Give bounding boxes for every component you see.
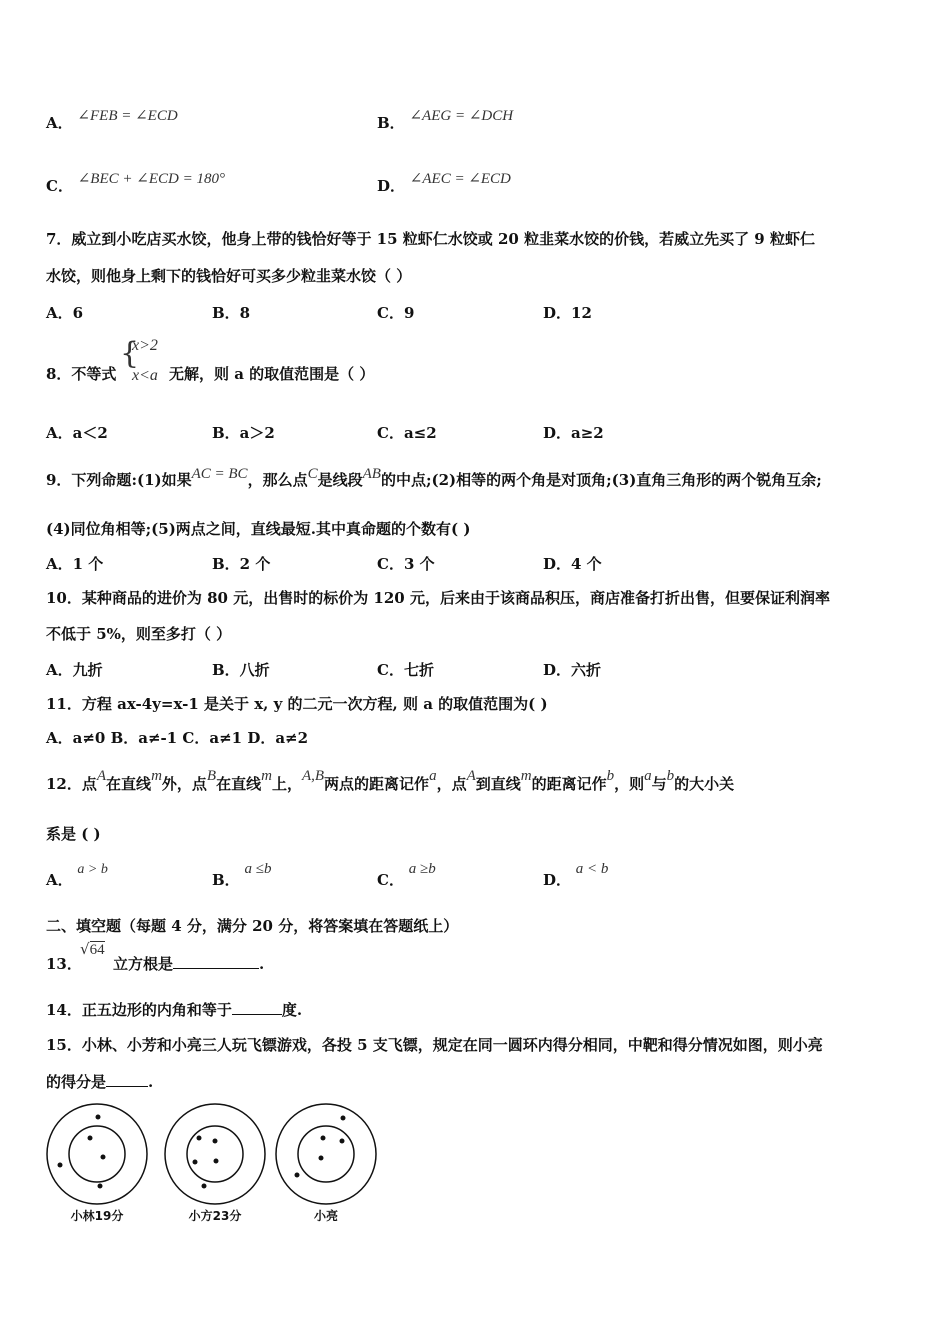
q14-end: 度. <box>281 1001 303 1019</box>
inner-ring <box>69 1126 125 1182</box>
dart-hit <box>321 1136 326 1141</box>
q12-text: 的大小关 <box>674 775 735 793</box>
dartboard-figure <box>40 1098 385 1226</box>
q12-math: a <box>644 768 652 784</box>
q8-option-a: A．a＜2 <box>46 424 108 442</box>
q11-stem: 11．方程 ax-4y=x-1 是关于 x, y 的二元一次方程, 则 a 的取值范围为( ) <box>46 695 548 713</box>
q6-option-a <box>46 108 178 133</box>
radical-sign-icon: √ <box>80 940 90 958</box>
q13-label: 13． <box>46 955 82 973</box>
inner-ring <box>187 1126 243 1182</box>
dartboard-xiaofang <box>165 1104 265 1223</box>
dart-hit <box>96 1115 101 1120</box>
dart-hit <box>88 1136 93 1141</box>
q8-suffix: 无解，则 a 的取值范围是（ ） <box>169 365 375 383</box>
q12-text: 到直线 <box>475 775 521 793</box>
dartboard-xiaoliang <box>276 1104 376 1223</box>
outer-ring <box>165 1104 265 1204</box>
q8-inequality-bottom: x<a <box>132 367 158 384</box>
q9-math: AB <box>362 466 381 482</box>
q9-stem-line1 <box>46 466 822 490</box>
q12-math: m <box>520 768 532 784</box>
q9-math: C <box>307 466 318 482</box>
q12-text: ，则 <box>614 775 645 793</box>
square-root-expression <box>80 940 105 959</box>
q10-option-b: B．八折 <box>212 661 270 679</box>
option-expression: ∠BEC + ∠ECD = 180° <box>77 171 225 187</box>
dart-hit <box>98 1184 103 1189</box>
q12-option-a <box>46 862 108 890</box>
dartboard-xiaolin <box>47 1104 147 1223</box>
q7-option-b: B．8 <box>212 304 251 322</box>
dart-hit <box>193 1160 198 1165</box>
q11-options: A．a≠0 B．a≠-1 C．a≠1 D．a≠2 <box>46 729 309 747</box>
inner-ring <box>298 1126 354 1182</box>
target-label: 小亮 <box>313 1209 339 1223</box>
q9-text: 是线段 <box>317 471 363 489</box>
option-expression: ∠AEG = ∠DCH <box>409 108 514 124</box>
q13-end: . <box>259 955 265 973</box>
q9-option-d: D．4 个 <box>543 555 602 573</box>
option-label: C． <box>377 871 404 889</box>
q6-option-b <box>377 108 514 133</box>
q12-option-d <box>543 861 609 890</box>
dart-hit <box>340 1139 345 1144</box>
q8-prefix: 8．不等式 <box>46 365 117 383</box>
option-label: D． <box>377 177 406 195</box>
q13-stem <box>113 953 264 974</box>
option-expression: ∠AEC = ∠ECD <box>409 171 511 187</box>
q12-stem-line1 <box>46 768 735 794</box>
q7-stem-line2: 水饺，则他身上剩下的钱恰好可买多少粒韭菜水饺（ ） <box>46 267 412 285</box>
target-label: 小林19分 <box>70 1209 124 1223</box>
q6-option-c <box>46 171 225 196</box>
q12-math: b <box>666 768 675 784</box>
q6-option-d <box>377 171 511 196</box>
q7-option-c: C．9 <box>377 304 415 322</box>
q12-math: b <box>606 768 615 784</box>
dart-hit <box>295 1173 300 1178</box>
dart-hit <box>341 1116 346 1121</box>
q12-math: a <box>429 768 437 784</box>
q12-text: 12．点 <box>46 775 97 793</box>
option-expression: a < b <box>575 861 609 877</box>
system-brace: { <box>120 336 140 371</box>
q10-stem-line2: 不低于 5%，则至多打（ ） <box>46 625 232 643</box>
q12-text: 上， <box>271 775 302 793</box>
q13-text: 立方根是 <box>113 955 174 973</box>
dart-hit <box>58 1163 63 1168</box>
q12-math: A,B <box>301 768 325 784</box>
q12-math: A <box>466 768 476 784</box>
q12-math: B <box>206 768 217 784</box>
q15-end: . <box>148 1073 154 1091</box>
q9-option-b: B．2 个 <box>212 555 271 573</box>
q15-stem-line1: 15．小林、小芳和小亮三人玩飞镖游戏，各投 5 支飞镖，规定在同一圆环内得分相同，中靶和得分情况如图，则小亮 <box>46 1036 823 1054</box>
option-expression: a ≤b <box>244 861 272 877</box>
q9-stem-line2: (4)同位角相等;(5)两点之间，直线最短.其中真命题的个数有( ) <box>46 520 471 538</box>
q8-option-c: C．a≤2 <box>377 424 437 442</box>
q10-option-d: D．六折 <box>543 661 602 679</box>
q9-text: ，那么点 <box>247 471 308 489</box>
option-label: B． <box>377 114 405 132</box>
dart-hit <box>319 1156 324 1161</box>
q7-option-a: A．6 <box>46 304 84 322</box>
q8-option-b: B．a＞2 <box>212 424 275 442</box>
q12-text: 在直线 <box>216 775 262 793</box>
target-label: 小方23分 <box>188 1209 242 1223</box>
q15-text: 的得分是 <box>46 1073 107 1091</box>
option-label: D． <box>543 871 572 889</box>
q12-option-c <box>377 861 436 890</box>
q12-text: 两点的距离记作 <box>324 775 430 793</box>
q9-option-a: A．1 个 <box>46 555 104 573</box>
q12-text: 外，点 <box>161 775 207 793</box>
q8-inequality-top: x>2 <box>132 337 158 354</box>
q12-text: 的距离记作 <box>531 775 607 793</box>
q9-math: AC = BC <box>191 466 248 482</box>
q12-math: A <box>96 768 107 784</box>
q7-option-d: D．12 <box>543 304 592 322</box>
option-expression: a > b <box>77 862 108 877</box>
dart-hit <box>202 1184 207 1189</box>
dart-hit <box>197 1136 202 1141</box>
q10-option-a: A．九折 <box>46 661 103 679</box>
q9-option-c: C．3 个 <box>377 555 435 573</box>
answer-blank[interactable] <box>232 1000 282 1015</box>
q12-stem-line2: 系是 ( ) <box>46 825 101 843</box>
dart-hit <box>213 1139 218 1144</box>
dart-hit <box>101 1155 106 1160</box>
q10-stem-line1: 10．某种商品的进价为 80 元，出售时的标价为 120 元，后来由于该商品积压，商店准备打折出售，但要保证利润率 <box>46 589 830 607</box>
option-label: A． <box>46 114 73 132</box>
option-expression: ∠FEB = ∠ECD <box>77 108 178 124</box>
answer-blank[interactable] <box>106 1072 148 1087</box>
dart-hit <box>214 1159 219 1164</box>
q12-text: 与 <box>651 775 667 793</box>
q12-option-b <box>212 861 272 890</box>
q14-text: 14．正五边形的内角和等于 <box>46 1001 232 1019</box>
q12-text: ，点 <box>436 775 467 793</box>
q10-option-c: C．七折 <box>377 661 434 679</box>
q8-option-d: D．a≥2 <box>543 424 604 442</box>
q7-stem-line1: 7．威立到小吃店买水饺，他身上带的钱恰好等于 15 粒虾仁水饺或 20 粒韭菜水饺的价钱，若威立先买了 9 粒虾仁 <box>46 230 815 248</box>
option-label: B． <box>212 871 240 889</box>
option-label: C． <box>46 177 73 195</box>
q15-stem-line2 <box>46 1071 153 1092</box>
option-label: A． <box>46 871 73 889</box>
q12-text: 在直线 <box>106 775 152 793</box>
q9-text: 9．下列命题:(1)如果 <box>46 471 192 489</box>
q9-text: 的中点;(2)相等的两个角是对顶角;(3)直角三角形的两个锐角互余; <box>380 471 822 489</box>
section-heading: 二、填空题（每题 4 分，满分 20 分，将答案填在答题纸上） <box>46 917 459 935</box>
option-expression: a ≥b <box>408 861 436 877</box>
q14-stem <box>46 999 302 1020</box>
q12-math: m <box>151 768 162 784</box>
outer-ring <box>276 1104 376 1204</box>
q12-math: m <box>261 768 272 784</box>
answer-blank[interactable] <box>173 954 259 969</box>
radicand: 64 <box>89 942 105 958</box>
